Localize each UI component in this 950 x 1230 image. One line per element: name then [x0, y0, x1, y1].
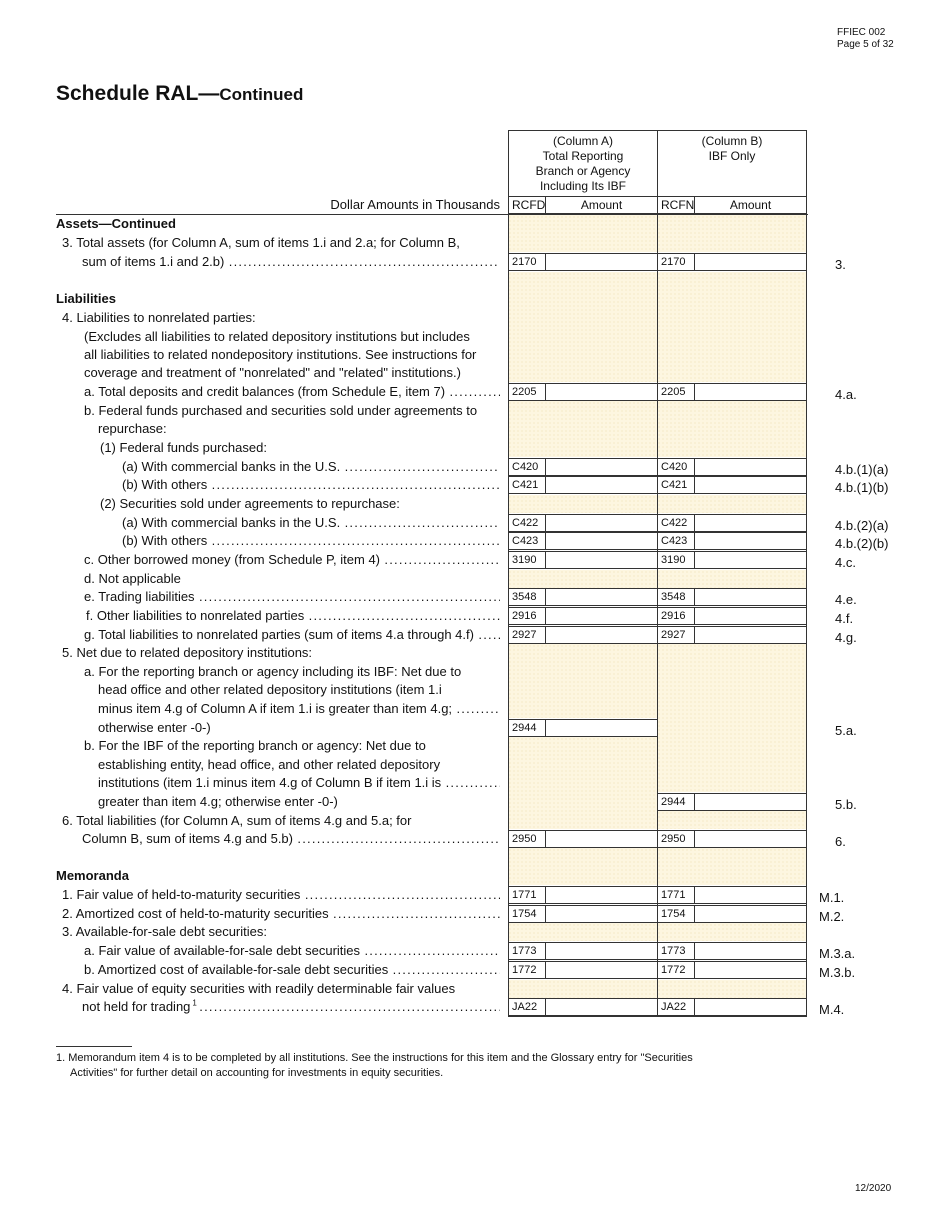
shaded-area: [508, 923, 658, 941]
column-a-line: Branch or Agency: [535, 164, 631, 178]
item-code: 2927: [658, 627, 695, 643]
line-item-label: institutions (item 1.i minus item 4.g of Column B if item 1.i is: [56, 775, 443, 790]
amount-cell-a[interactable]: [508, 588, 658, 606]
line-item-label: g. Total liabilities to nonrelated parties (sum of items 4.a through 4.f): [56, 627, 476, 642]
amount-cell-b[interactable]: [657, 383, 807, 401]
item-code: 3548: [658, 589, 695, 605]
item-reference: 4.c.: [835, 555, 856, 570]
amount-cell-b[interactable]: [657, 532, 807, 550]
item-code: 2944: [658, 794, 695, 810]
column-a-line: Including Its IBF: [539, 179, 627, 193]
line-item-label: 3. Total assets (for Column A, sum of items 1.i and 2.a; for Column B,: [56, 235, 462, 250]
line-item-text: [56, 681, 500, 699]
item-code: 2944: [509, 720, 546, 736]
line-item-label: 6. Total liabilities (for Column A, sum of items 4.g and 5.a; for: [56, 813, 413, 828]
amount-cell-a[interactable]: [508, 961, 658, 979]
line-item-text: [56, 793, 500, 811]
line-item-text: [56, 514, 500, 532]
amount-cell-b[interactable]: [657, 961, 807, 979]
line-item-text: [56, 495, 500, 513]
line-item-text: [56, 253, 500, 271]
item-code: 2916: [509, 608, 546, 624]
line-item-text: [56, 607, 500, 625]
amount-cell-b[interactable]: [657, 514, 807, 532]
column-b-code: RCFN: [658, 197, 695, 213]
item-code: 1773: [658, 943, 695, 959]
line-item-label: 2. Amortized cost of held-to-maturity securities: [56, 906, 331, 921]
line-item-label: a. Total deposits and credit balances (from Schedule E, item 7): [56, 384, 447, 399]
amount-cell-b[interactable]: [657, 626, 807, 644]
amount-cell-b[interactable]: [657, 886, 807, 904]
amount-cell-a[interactable]: [508, 383, 658, 401]
shaded-area: [508, 980, 658, 998]
line-item-label: (a) With commercial banks in the U.S.: [56, 515, 342, 530]
line-item-text: [56, 383, 500, 401]
item-reference: 4.f.: [835, 611, 854, 626]
line-item-text: [56, 644, 500, 662]
footnote-line: Activities" for further detail on accounting for investments in equity securities.: [70, 1067, 444, 1079]
line-item-label: 5. Net due to related depository institutions:: [56, 645, 314, 660]
line-item-label: greater than item 4.g; otherwise enter -0-): [56, 794, 340, 809]
dollar-amounts-label: Dollar Amounts in Thousands: [330, 197, 500, 212]
footnote-marker: 1: [192, 998, 197, 1008]
item-code: JA22: [658, 999, 695, 1015]
line-item-label: all liabilities to related nondepository institutions. See instructions for: [56, 347, 478, 362]
revision-date: 12/2020: [855, 1183, 892, 1194]
column-a-code: RCFD: [509, 197, 546, 213]
line-item-label: b. For the IBF of the reporting branch or agency: Net due to: [56, 738, 428, 753]
line-item-text: [56, 439, 500, 457]
line-item-text: [56, 309, 500, 327]
item-code: 1773: [509, 943, 546, 959]
line-item-text: [56, 402, 500, 420]
table-bottom-border: [508, 1016, 807, 1017]
item-reference: 6.: [835, 834, 846, 849]
line-item-text: [56, 700, 500, 718]
page-title: [56, 81, 303, 108]
amount-cell-b[interactable]: [657, 793, 807, 811]
shaded-area: [657, 401, 807, 457]
item-code: 1771: [509, 887, 546, 903]
amount-cell-a[interactable]: [508, 532, 658, 550]
line-item-label: head office and other related depository institutions (item 1.i: [56, 682, 444, 697]
amount-cell-b[interactable]: [657, 905, 807, 923]
line-item-text: [56, 719, 500, 737]
column-b-line: IBF Only: [708, 149, 756, 163]
item-reference: 4.b.(1)(a): [835, 462, 889, 477]
line-item-label: Memoranda: [56, 868, 129, 883]
amount-cell-a[interactable]: [508, 607, 658, 625]
amount-cell-a[interactable]: [508, 626, 658, 644]
line-item-text: [56, 458, 500, 476]
column-b-header: [657, 130, 807, 194]
item-code: 2927: [509, 627, 546, 643]
line-item-label: d. Not applicable: [56, 571, 183, 586]
column-b-line: (Column B): [701, 134, 763, 148]
item-code: 3190: [658, 552, 695, 568]
line-item-text: [56, 942, 500, 960]
shaded-area: [508, 272, 658, 382]
column-a-amount-label: Amount: [580, 198, 623, 212]
line-item-label: (a) With commercial banks in the U.S.: [56, 459, 342, 474]
item-code: 2170: [658, 254, 695, 270]
column-b-subheader: [657, 196, 807, 214]
shaded-area: [508, 570, 658, 588]
item-reference: 4.b.(1)(b): [835, 480, 889, 495]
shaded-area: [508, 644, 658, 718]
item-reference: 4.g.: [835, 630, 857, 645]
page-number: Page 5 of 32: [837, 39, 894, 50]
line-item-label: coverage and treatment of "nonrelated" and "related" institutions.): [56, 365, 463, 380]
form-header: [837, 27, 894, 51]
footnote: [56, 1051, 816, 1081]
line-item-text: [56, 234, 500, 252]
shaded-area: [657, 848, 807, 885]
amount-cell-a[interactable]: [508, 514, 658, 532]
amount-cell-b[interactable]: [657, 830, 807, 848]
shaded-area: [657, 980, 807, 998]
shaded-area: [508, 401, 658, 457]
column-b-amount-label: Amount: [729, 198, 772, 212]
item-code: C421: [658, 477, 695, 493]
line-item-label: minus item 4.g of Column A if item 1.i is greater than item 4.g;: [56, 701, 454, 716]
shaded-area: [508, 848, 658, 885]
section-heading: [56, 215, 500, 233]
amount-cell-a[interactable]: [508, 905, 658, 923]
column-a-header: [508, 130, 658, 194]
item-reference: M.3.b.: [819, 965, 856, 980]
item-code: 2205: [509, 384, 546, 400]
section-heading: [56, 290, 500, 308]
line-item-label: (1) Federal funds purchased:: [56, 440, 269, 455]
line-item-label: repurchase:: [56, 421, 169, 436]
line-item-label: Column B, sum of items 4.g and 5.b): [56, 831, 295, 846]
line-item-text: [56, 961, 500, 979]
item-code: 2950: [509, 831, 546, 847]
shaded-area: [657, 215, 807, 252]
line-item-text: [56, 346, 500, 364]
column-a-subheader: [508, 196, 658, 214]
line-item-text: [56, 626, 500, 644]
amount-cell-b[interactable]: [657, 458, 807, 476]
item-reference: M.3.a.: [819, 946, 856, 961]
item-code: 2916: [658, 608, 695, 624]
column-a-line: (Column A): [552, 134, 614, 148]
item-reference: M.1.: [819, 890, 845, 905]
line-item-text: [56, 905, 500, 923]
line-item-text: [56, 886, 500, 904]
item-reference: 3.: [835, 257, 846, 272]
line-item-label: a. For the reporting branch or agency including its IBF: Net due to: [56, 664, 463, 679]
amount-cell-b[interactable]: [657, 476, 807, 494]
line-item-text: [56, 551, 500, 569]
line-item-label: 4. Liabilities to nonrelated parties:: [56, 310, 258, 325]
title-main: Schedule RAL—: [56, 82, 220, 105]
line-item-text: [56, 476, 500, 494]
item-code: 1772: [509, 962, 546, 978]
line-item-label: a. Fair value of available-for-sale debt securities: [56, 943, 362, 958]
item-code: 1754: [509, 906, 546, 922]
amount-cell-a[interactable]: [508, 830, 658, 848]
line-item-text: [56, 774, 500, 792]
amount-cell-a[interactable]: [508, 886, 658, 904]
item-code: C421: [509, 477, 546, 493]
line-item-label: sum of items 1.i and 2.b): [56, 254, 226, 269]
line-item-label: (2) Securities sold under agreements to repurchase:: [56, 496, 402, 511]
line-item-label: e. Trading liabilities: [56, 589, 197, 604]
line-item-text: [56, 980, 500, 998]
shaded-area: [508, 495, 658, 513]
item-reference: 4.a.: [835, 387, 857, 402]
amount-cell-b[interactable]: [657, 998, 807, 1016]
shaded-area: [508, 215, 658, 252]
column-a-line: Total Reporting: [542, 149, 624, 163]
line-item-label: establishing entity, head office, and other related depository: [56, 757, 442, 772]
item-code: 2950: [658, 831, 695, 847]
amount-cell-b[interactable]: [657, 607, 807, 625]
item-code: C423: [658, 533, 695, 549]
shaded-area: [657, 811, 807, 829]
amount-cell-a[interactable]: [508, 458, 658, 476]
shaded-area: [657, 644, 807, 792]
shaded-area: [508, 737, 658, 829]
line-item-label: Liabilities: [56, 291, 116, 306]
item-code: C422: [658, 515, 695, 531]
item-code: 2205: [658, 384, 695, 400]
line-item-label: c. Other borrowed money (from Schedule P, item 4): [56, 552, 382, 567]
line-item-text: [56, 830, 500, 848]
line-item-text: [56, 328, 500, 346]
amount-cell-a[interactable]: [508, 253, 658, 271]
item-reference: M.4.: [819, 1002, 845, 1017]
item-code: 2170: [509, 254, 546, 270]
line-item-text: [56, 364, 500, 382]
item-reference: 5.b.: [835, 797, 857, 812]
line-item-text: [56, 532, 500, 550]
item-code: JA22: [509, 999, 546, 1015]
item-code: C420: [658, 459, 695, 475]
line-item-label: b. Federal funds purchased and securities sold under agreements to: [56, 403, 479, 418]
line-item-text: [56, 756, 500, 774]
shaded-area: [657, 272, 807, 382]
line-item-text: [56, 737, 500, 755]
line-item-label: f. Other liabilities to nonrelated parties: [56, 608, 306, 623]
line-item-label: (Excludes all liabilities to related depository institutions but includes: [56, 329, 472, 344]
line-item-text: [56, 570, 500, 588]
item-code: 3190: [509, 552, 546, 568]
item-reference: 4.b.(2)(a): [835, 518, 889, 533]
line-item-label: 3. Available-for-sale debt securities:: [56, 924, 269, 939]
amount-cell-b[interactable]: [657, 253, 807, 271]
line-item-text: [56, 998, 500, 1016]
item-code: C423: [509, 533, 546, 549]
footnote-divider: [56, 1046, 132, 1047]
amount-cell-a[interactable]: [508, 476, 658, 494]
line-item-label: b. Amortized cost of available-for-sale debt securities: [56, 962, 390, 977]
line-item-text: [56, 812, 500, 830]
line-item-text: [56, 420, 500, 438]
line-item-label: (b) With others: [56, 477, 209, 492]
footnote-line: 1. Memorandum item 4 is to be completed by all institutions. See the instructions for this item and the Glossary entry for "Securities: [56, 1052, 693, 1064]
line-item-label: otherwise enter -0-): [56, 720, 213, 735]
line-item-label: (b) With others: [56, 533, 209, 548]
amount-cell-a[interactable]: [508, 942, 658, 960]
item-reference: M.2.: [819, 909, 845, 924]
line-item-text: [56, 923, 500, 941]
amount-cell-b[interactable]: [657, 551, 807, 569]
item-code: C420: [509, 459, 546, 475]
line-item-label: 1. Fair value of held-to-maturity securities: [56, 887, 302, 902]
amount-cell-a[interactable]: [508, 719, 658, 737]
line-item-label: 4. Fair value of equity securities with readily determinable fair values: [56, 981, 457, 996]
item-code: 1771: [658, 887, 695, 903]
shaded-area: [657, 495, 807, 513]
amount-cell-b[interactable]: [657, 942, 807, 960]
line-item-text: [56, 588, 500, 606]
amount-cell-b[interactable]: [657, 588, 807, 606]
line-item-text: [56, 663, 500, 681]
item-reference: 4.b.(2)(b): [835, 536, 889, 551]
item-code: 1754: [658, 906, 695, 922]
item-code: C422: [509, 515, 546, 531]
line-item-label: Assets—Continued: [56, 216, 176, 231]
item-code: 3548: [509, 589, 546, 605]
item-reference: 5.a.: [835, 723, 857, 738]
amount-cell-a[interactable]: [508, 551, 658, 569]
item-reference: 4.e.: [835, 592, 857, 607]
amount-cell-a[interactable]: [508, 998, 658, 1016]
form-id: FFIEC 002: [837, 27, 886, 38]
section-heading: [56, 867, 500, 885]
title-continued: Continued: [219, 85, 304, 104]
item-code: 1772: [658, 962, 695, 978]
shaded-area: [657, 923, 807, 941]
shaded-area: [657, 570, 807, 588]
line-item-label: not held for trading: [56, 999, 192, 1014]
